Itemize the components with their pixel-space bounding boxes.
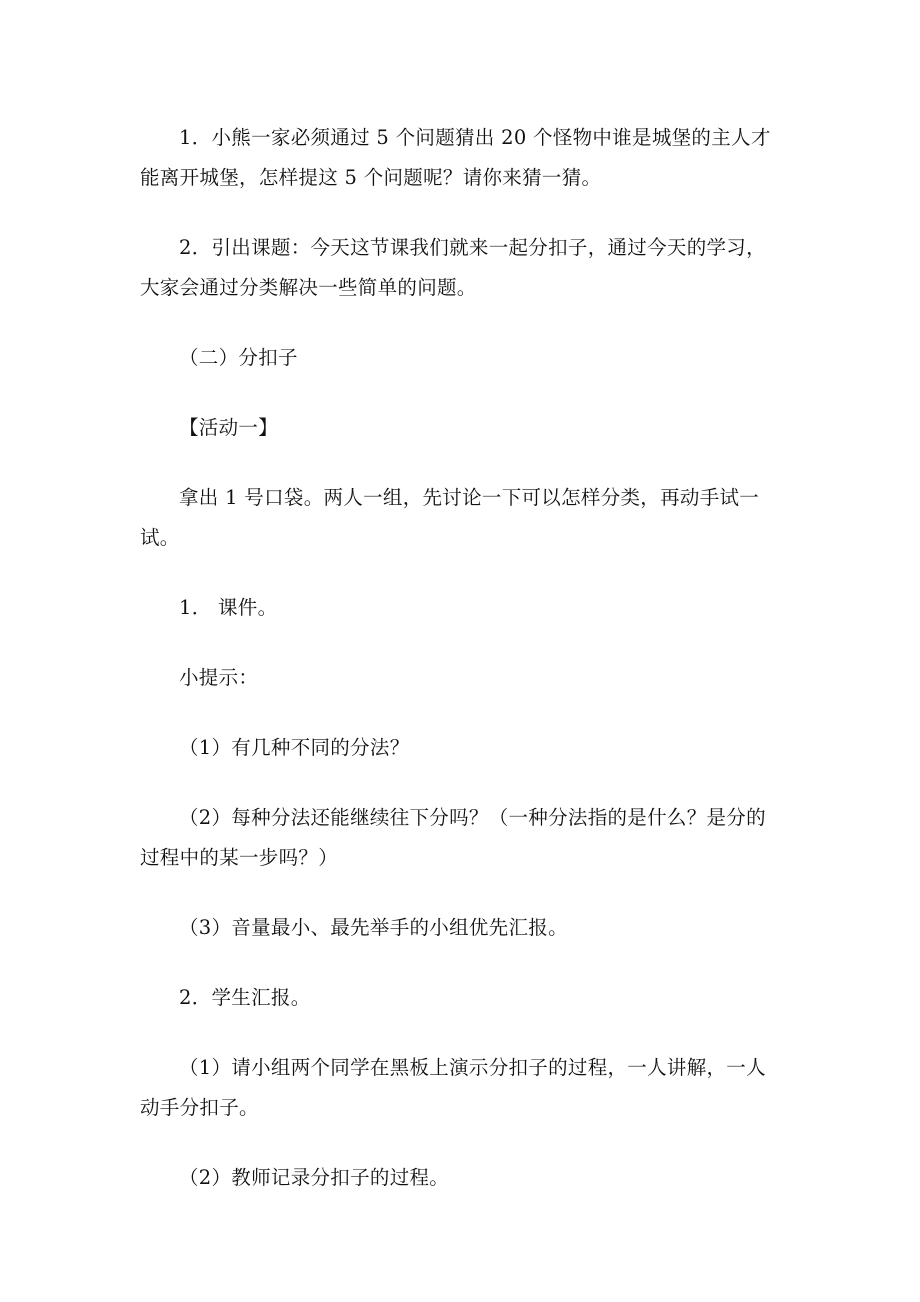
list-item-courseware: 1． 课件。 (179, 596, 278, 619)
list-item-student-report: 2．学生汇报。 (179, 986, 311, 1009)
tip-item-1: （1）有几种不同的分法？ (179, 736, 410, 759)
activity-heading: 【活动一】 (179, 416, 279, 439)
tip-item-3: （3）音量最小、最先举手的小组优先汇报。 (179, 916, 568, 939)
paragraph-activity-instructions: 拿出 1 号口袋。两人一组，先讨论一下可以怎样分类，再动手试一试。 (140, 486, 760, 549)
document-body (140, 118, 780, 1198)
report-item-1: （1）请小组两个同学在黑板上演示分扣子的过程，一人讲解，一人动手分扣子。 (140, 1056, 766, 1119)
report-item-2: （2）教师记录分扣子的过程。 (179, 1166, 450, 1189)
tip-item-2: （2）每种分法还能继续往下分吗？（一种分法指的是什么？是分的过程中的某一步吗？） (140, 806, 766, 869)
section-heading-sort-buttons: （二）分扣子 (179, 346, 298, 369)
paragraph-introduce-topic: 2．引出课题：今天这节课我们就来一起分扣子，通过今天的学习，大家会通过分类解决一些简单的问题。 (140, 236, 766, 299)
paragraph-intro-guess: 1．小熊一家必须通过 5 个问题猜出 20 个怪物中谁是城堡的主人才能离开城堡，怎样提这 5 个问题呢？请你来猜一猜。 (140, 126, 771, 189)
tips-label: 小提示： (179, 666, 259, 689)
